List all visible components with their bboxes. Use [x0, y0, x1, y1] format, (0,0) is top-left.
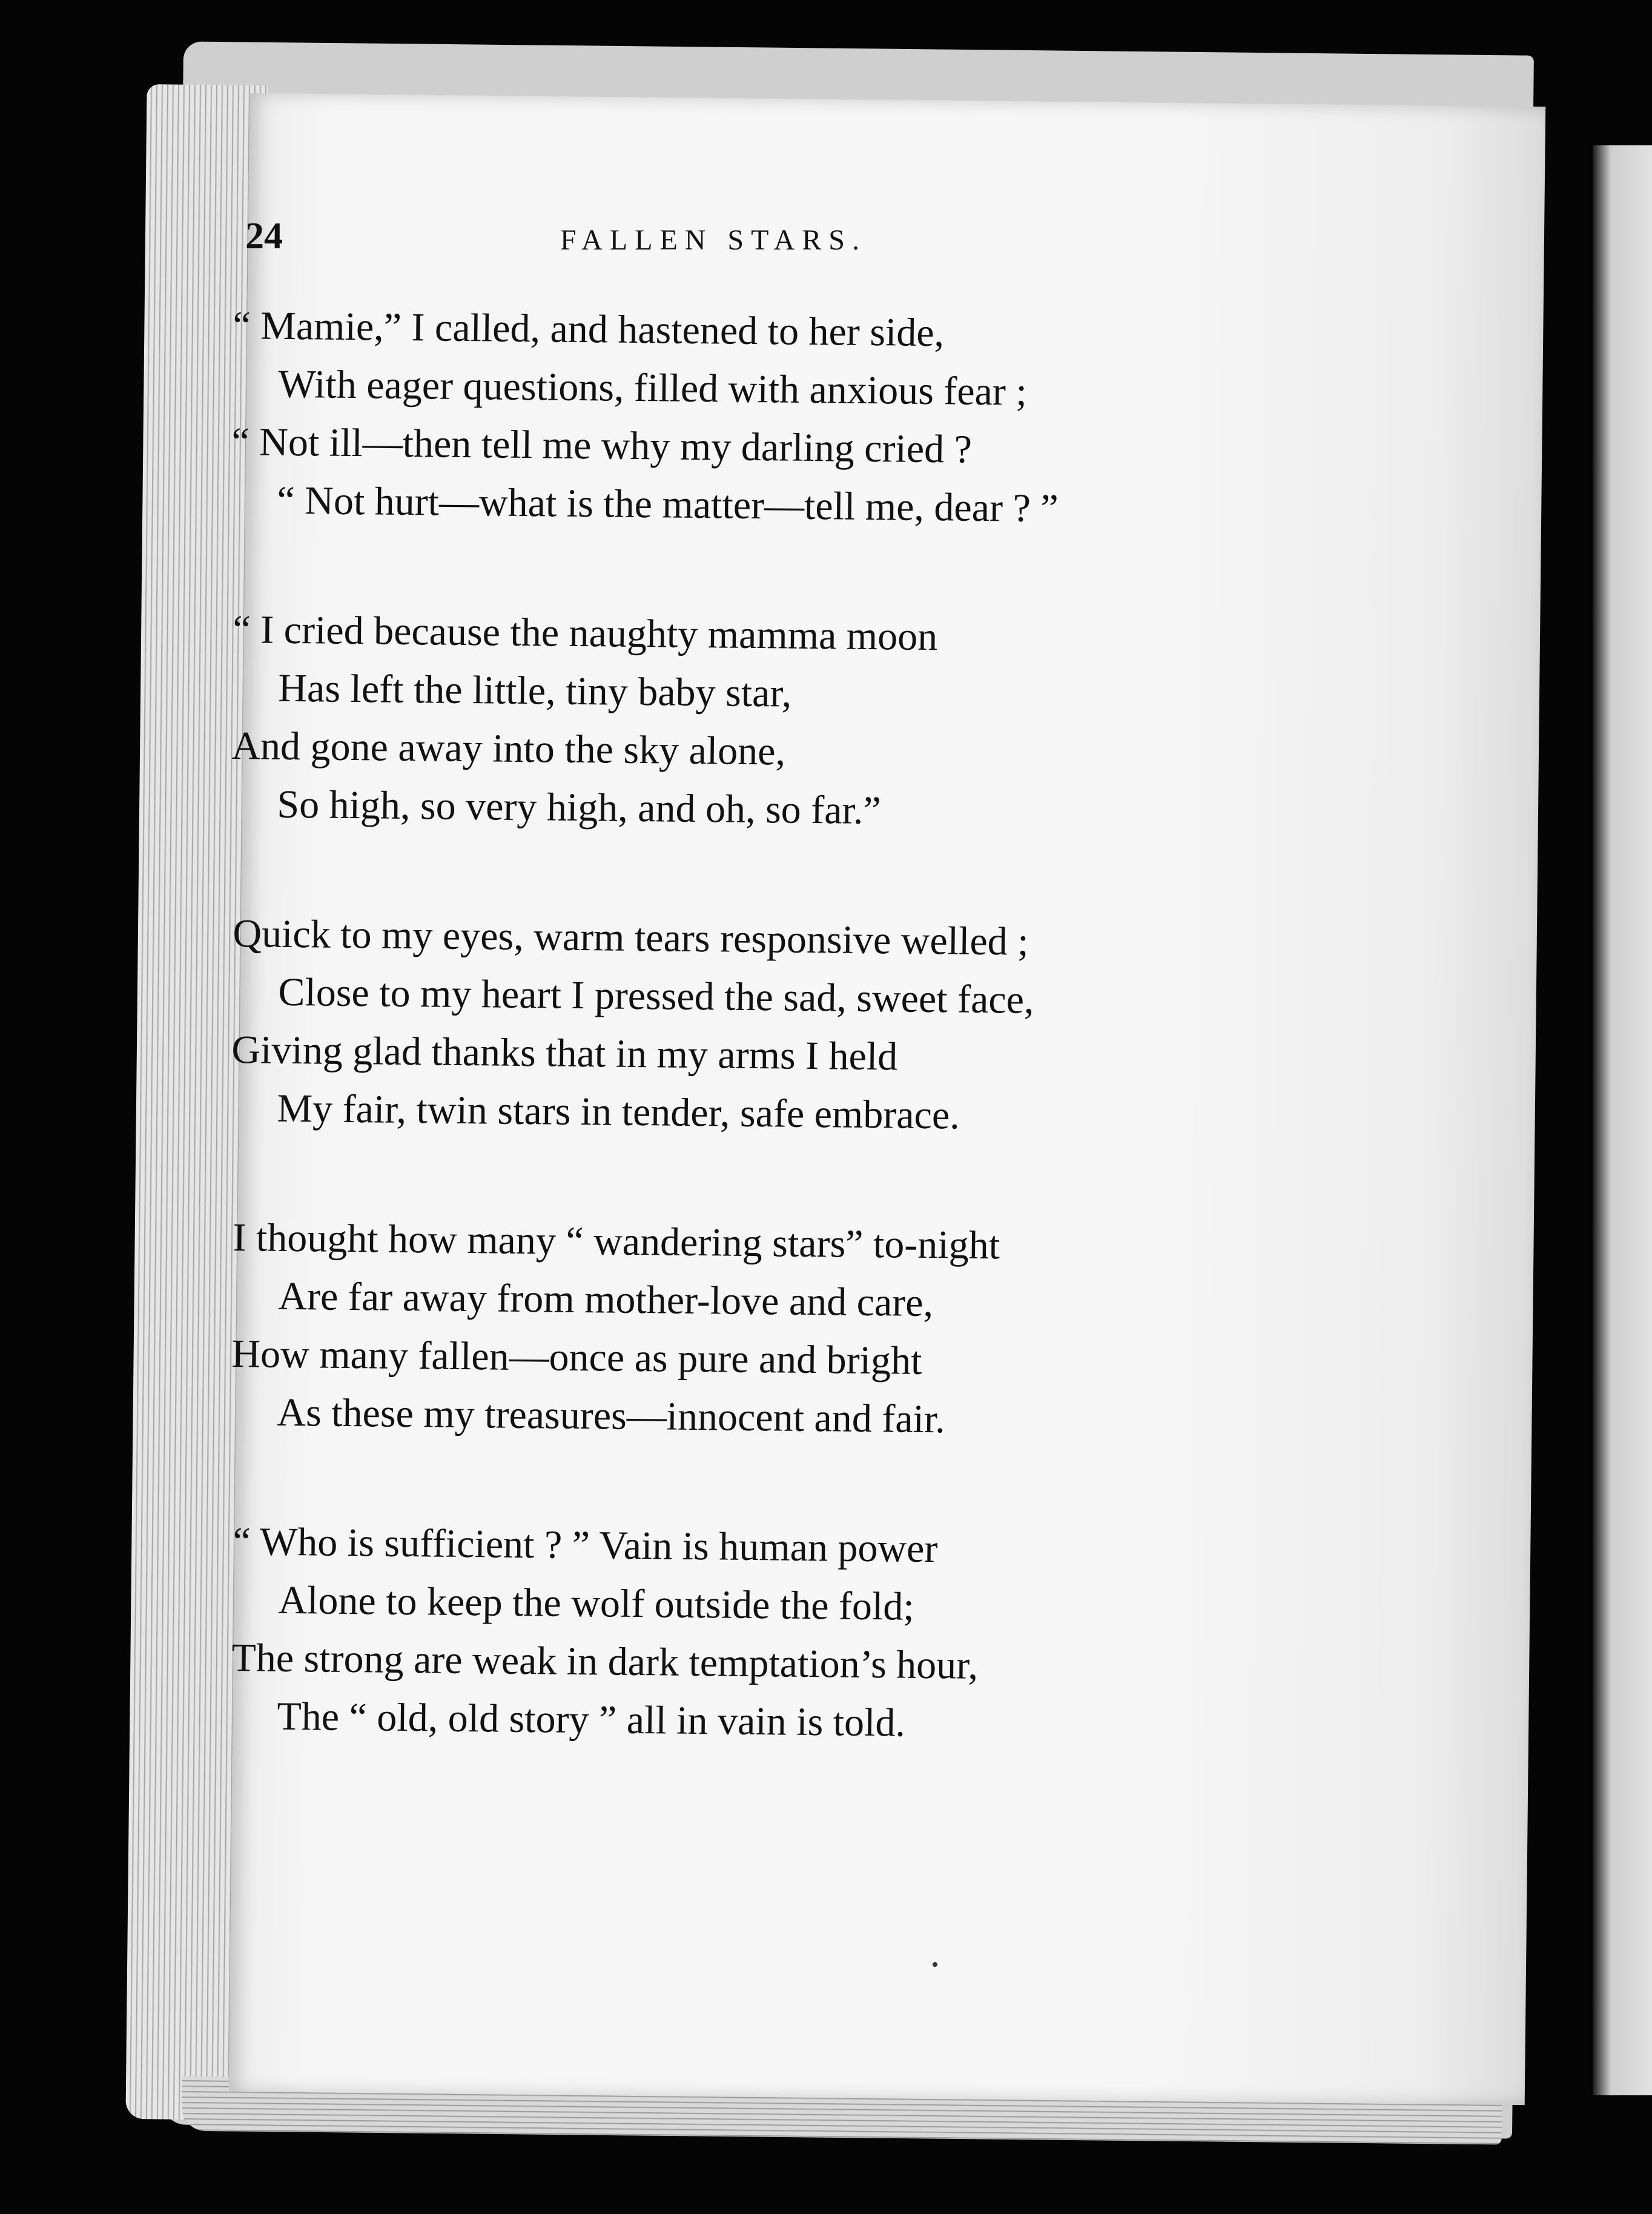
facing-page-edge	[1593, 145, 1652, 2095]
poem-line: As these my treasures—innocent and fair.	[277, 1390, 946, 1442]
poem-line: My fair, twin stars in tender, safe embrace.	[277, 1086, 960, 1138]
poem-line: I thought how many “ wandering stars” to-night	[233, 1215, 1000, 1268]
stanza-2	[231, 601, 1384, 845]
poem-body	[233, 297, 1384, 1817]
poem-line: “ I cried because the naughty mamma moon	[233, 607, 938, 659]
poem-line: Has left the little, tiny baby star,	[278, 666, 792, 716]
poem-line: So high, so very high, and oh, so far.”	[277, 782, 882, 833]
poem-line: With eager questions, filled with anxious fear ;	[278, 362, 1028, 414]
poem-line: How many fallen—once as pure and bright	[231, 1331, 922, 1383]
poem-line: Close to my heart I pressed the sad, sweet face,	[278, 970, 1034, 1022]
running-title: FALLEN STARS.	[560, 224, 867, 256]
poem-line: Giving glad thanks that in my arms I held	[231, 1027, 898, 1079]
poem-line: And gone away into the sky alone,	[231, 723, 786, 774]
page-number: 24	[245, 216, 283, 257]
page-header	[245, 215, 1214, 288]
poem-line: “ Who is sufficient ? ” Vain is human power	[233, 1519, 938, 1571]
poem-line: Are far away from mother-love and care,	[278, 1274, 934, 1326]
poem-line: The strong are weak in dark temptation’s hour,	[231, 1635, 979, 1688]
stanza-4	[231, 1209, 1384, 1453]
poem-line: “ Mamie,” I called, and hastened to her side,	[233, 303, 945, 355]
ink-speck	[933, 1962, 937, 1967]
stanza-3	[231, 905, 1384, 1149]
poem-line: Quick to my eyes, warm tears responsive welled ;	[233, 911, 1029, 964]
poem-line: The “ old, old story ” all in vain is told.	[277, 1694, 906, 1745]
stanza-5	[231, 1513, 1384, 1757]
poem-line: Alone to keep the wolf outside the fold;	[278, 1578, 915, 1629]
stanza-1	[231, 297, 1384, 541]
poem-line: “ Not ill—then tell me why my darling cried ?	[231, 419, 973, 472]
poem-line: “ Not hurt—what is the matter—tell me, dear ? ”	[277, 478, 1059, 531]
